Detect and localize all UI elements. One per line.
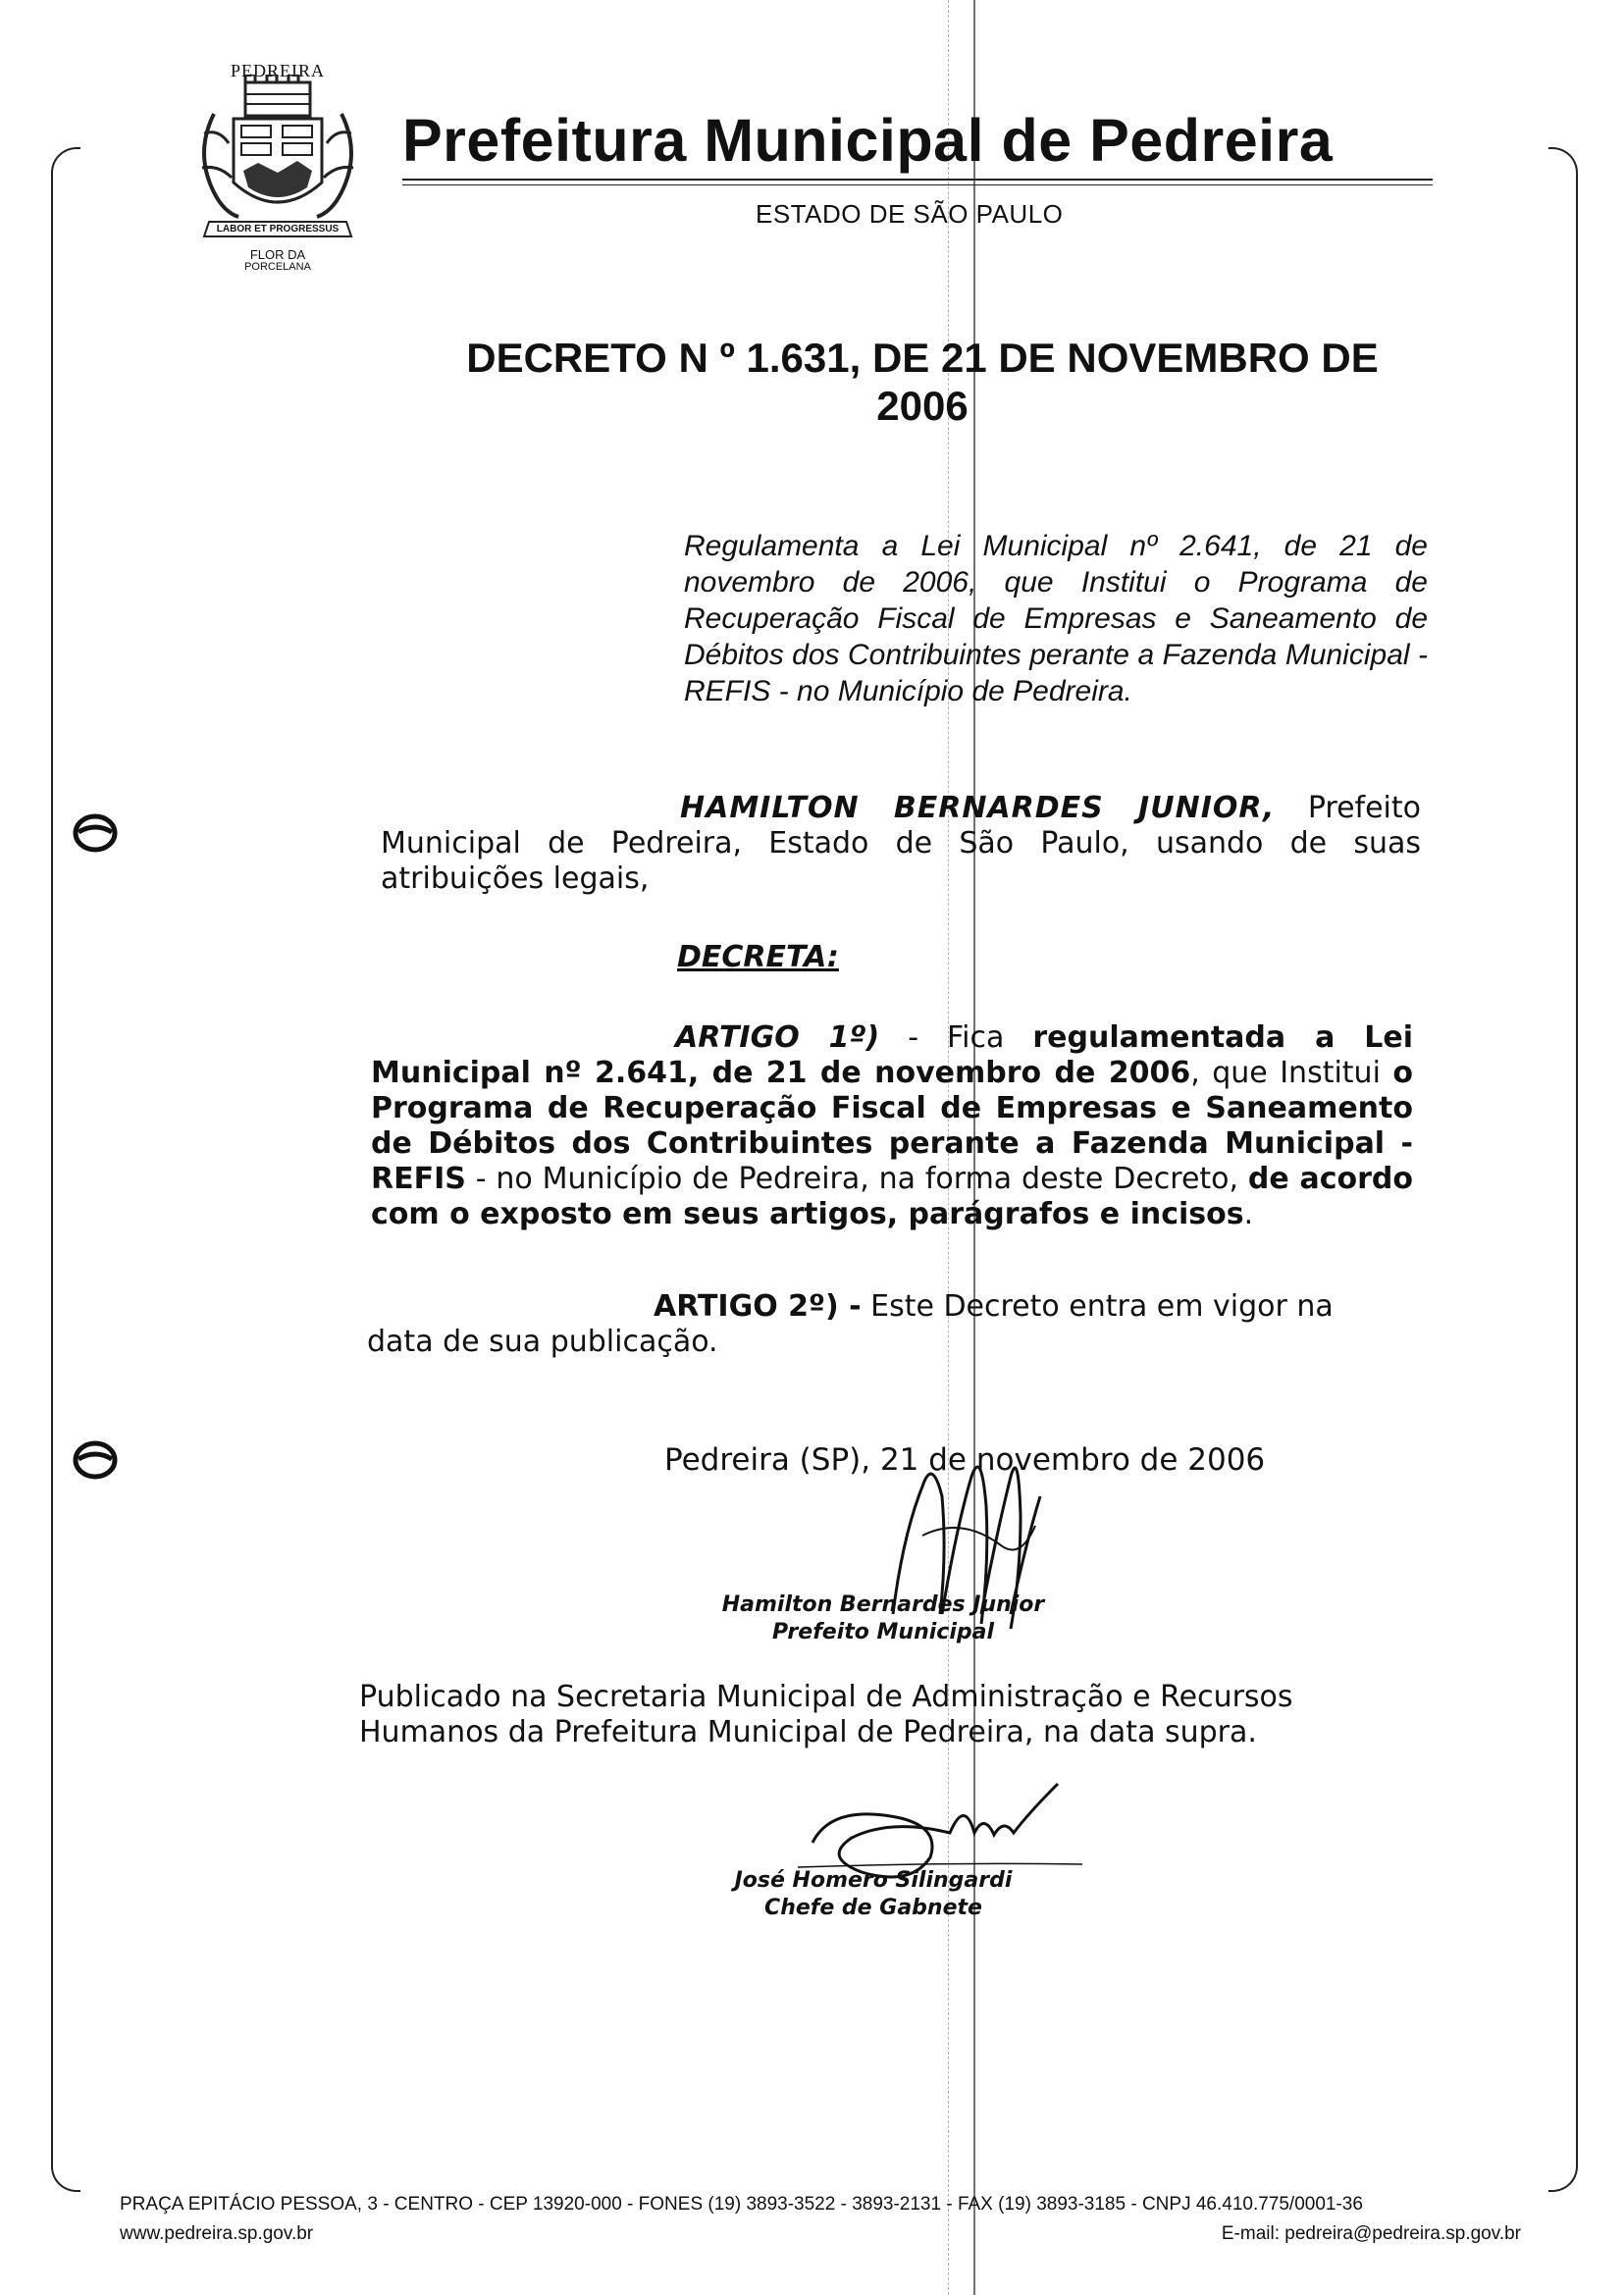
article-1-label: ARTIGO 1º) [675, 1020, 880, 1055]
page-frame-right [1548, 147, 1578, 2192]
mayor-signer-role: Prefeito Municipal [771, 1620, 994, 1644]
title-rule-thin [402, 184, 1433, 185]
article-2 [367, 1289, 1388, 1360]
article-2-text: Este Decreto entra em vigor na data de sua publicação. [367, 1289, 1334, 1359]
decree-intro [381, 791, 1421, 897]
letterhead-state: ESTADO DE SÃO PAULO [756, 199, 1064, 229]
article-1-text-2: - no Município de Pedreira, na forma deste Decreto, [465, 1162, 1248, 1196]
decree-title-line2: 2006 [876, 383, 969, 429]
article-1-dash: - Fica [879, 1020, 1033, 1055]
publication-note: Publicado na Secretaria Municipal de Administração e Recursos Humanos da Prefeitura Municipal de Pedreira, na data supra. [359, 1680, 1293, 1749]
mayor-signature-block [687, 1591, 1079, 1646]
municipal-crest [184, 61, 371, 282]
decree-title-line1: DECRETO N º 1.631, DE 21 DE NOVEMBRO DE [466, 335, 1379, 381]
chief-signature-block [677, 1867, 1070, 1922]
article-1-text-1: , que Institui [1190, 1056, 1393, 1090]
chief-signer-role: Chefe de Gabnete [764, 1896, 982, 1920]
mayor-signer-name: Hamilton Bernardes Junior [721, 1592, 1045, 1617]
decreta-heading: DECRETA: [677, 940, 839, 974]
chief-signer-name: José Homero Silingardi [734, 1868, 1013, 1893]
decree-title [432, 334, 1413, 430]
mayor-name: HAMILTON BERNARDES JUNIOR, [680, 791, 1276, 825]
article-1-bold-1: regulamentada a Lei Municipal nº 2.641, de 21 de novembro de 2006 [371, 1020, 1414, 1090]
place-date: Pedreira (SP), 21 de novembro de 2006 [664, 1442, 1266, 1478]
article-1-bold-3: de acordo com o exposto em seus artigos, parágrafos e incisos [371, 1162, 1413, 1231]
article-1-end: . [1243, 1197, 1254, 1231]
binder-hole-mark-icon [71, 1437, 120, 1483]
letterhead-title: Prefeitura Municipal de Pedreira [402, 107, 1334, 174]
footer-website[interactable]: www.pedreira.sp.gov.br [120, 2223, 314, 2244]
crest-caption-1: FLOR DA [249, 247, 306, 262]
intro-text: Prefeito Municipal de Pedreira, Estado de São Paulo, usando de suas atribuições legais, [381, 791, 1421, 896]
title-rule [402, 179, 1433, 181]
footer-address: PRAÇA EPITÁCIO PESSOA, 3 - CENTRO - CEP 13920-000 - FONES (19) 3893-3522 - 3893-2131 - FAX (19) 3893-3185 - CNPJ 46.410.775/0001-36 [120, 2194, 1363, 2215]
crest-top-text: PEDREIRA [230, 61, 325, 80]
crest-caption-2: PORCELANA [244, 261, 311, 273]
page-frame-left [51, 147, 80, 2192]
article-1 [371, 1020, 1413, 1232]
footer-email[interactable]: E-mail: pedreira@pedreira.sp.gov.br [1221, 2223, 1521, 2244]
crest-motto: LABOR ET PROGRESSUS [216, 224, 340, 235]
decree-ementa: Regulamenta a Lei Municipal nº 2.641, de 21 de novembro de 2006, que Institui o Programa de Recuperação Fiscal de Empresas e Saneamento de Débitos dos Contribuintes perante a Fazenda Municipal - REFIS - no Município de Pedreira. [684, 530, 1428, 707]
article-1-bold-2: o Programa de Recuperação Fiscal de Empresas e Saneamento de Débitos dos Contribuintes perante a Fazenda Municipal - REFIS [371, 1056, 1413, 1196]
article-2-label: ARTIGO 2º) - [654, 1289, 862, 1324]
binder-hole-mark-icon [71, 810, 120, 856]
